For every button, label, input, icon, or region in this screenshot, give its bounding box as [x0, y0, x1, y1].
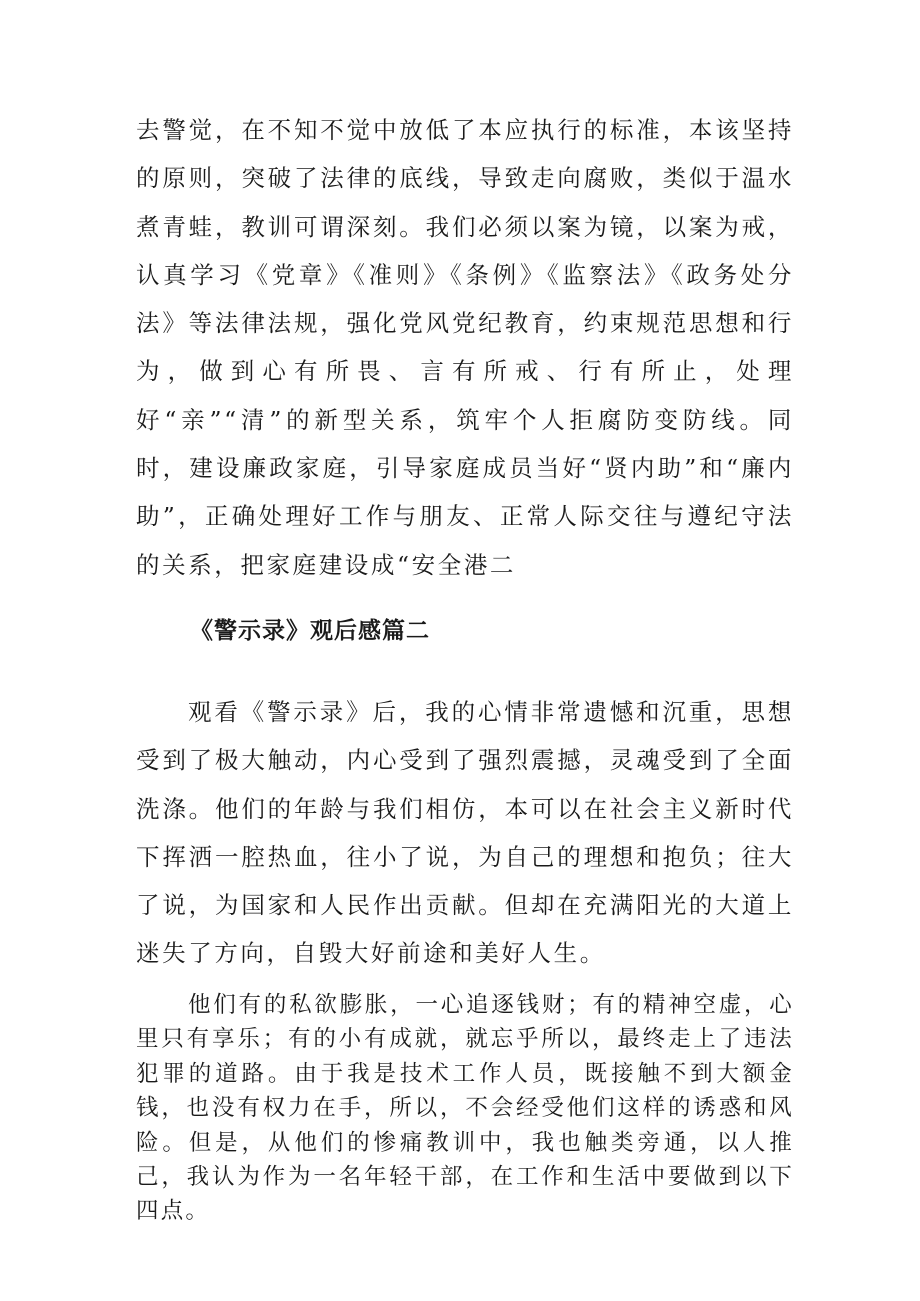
paragraph-continued: 去警觉，在不知不觉中放低了本应执行的标准，本该坚持的原则，突破了法律的底线，导致走向腐败，类似于温水煮青蛙，教训可谓深刻。我们必须以案为镜，以案为戒，认真学习《党章》《准则》《条例》《监察法》《政务处分法》等法律法规，强化党风党纪教育，约束规范思想和行为，做到心有所畏、言有所戒、行有所止，处理好“亲”“清”的新型关系，筑牢个人拒腐防变防线。同时，建设廉政家庭，引导家庭成员当好“贤内助”和“廉内助”，正确处理好工作与朋友、正常人际交往与遵纪守法的关系，把家庭建设成“安全港二 [136, 116, 794, 579]
paragraph-reflection: 他们有的私欲膨胀，一心追逐钱财；有的精神空虚，心里只有享乐；有的小有成就，就忘乎所以，最终走上了违法犯罪的道路。由于我是技术工作人员，既接触不到大额金钱，也没有权力在手，所以，不会经受他们这样的诱惑和风险。但是，从他们的惨痛教训中，我也触类旁通，以人推己，我认为作为一名年轻干部，在工作和生活中要做到以下四点。 [136, 992, 794, 1225]
paragraph-intro: 观看《警示录》后，我的心情非常遗憾和沉重，思想受到了极大触动，内心受到了强烈震撼，灵魂受到了全面洗涤。他们的年龄与我们相仿，本可以在社会主义新时代下挥洒一腔热血，往小了说，为自己的理想和抱负；往大了说，为国家和人民作出贡献。但却在充满阳光的大道上迷失了方向，自毁大好前途和美好人生。 [136, 698, 794, 968]
section-heading: 《警示录》观后感篇二 [190, 617, 430, 645]
